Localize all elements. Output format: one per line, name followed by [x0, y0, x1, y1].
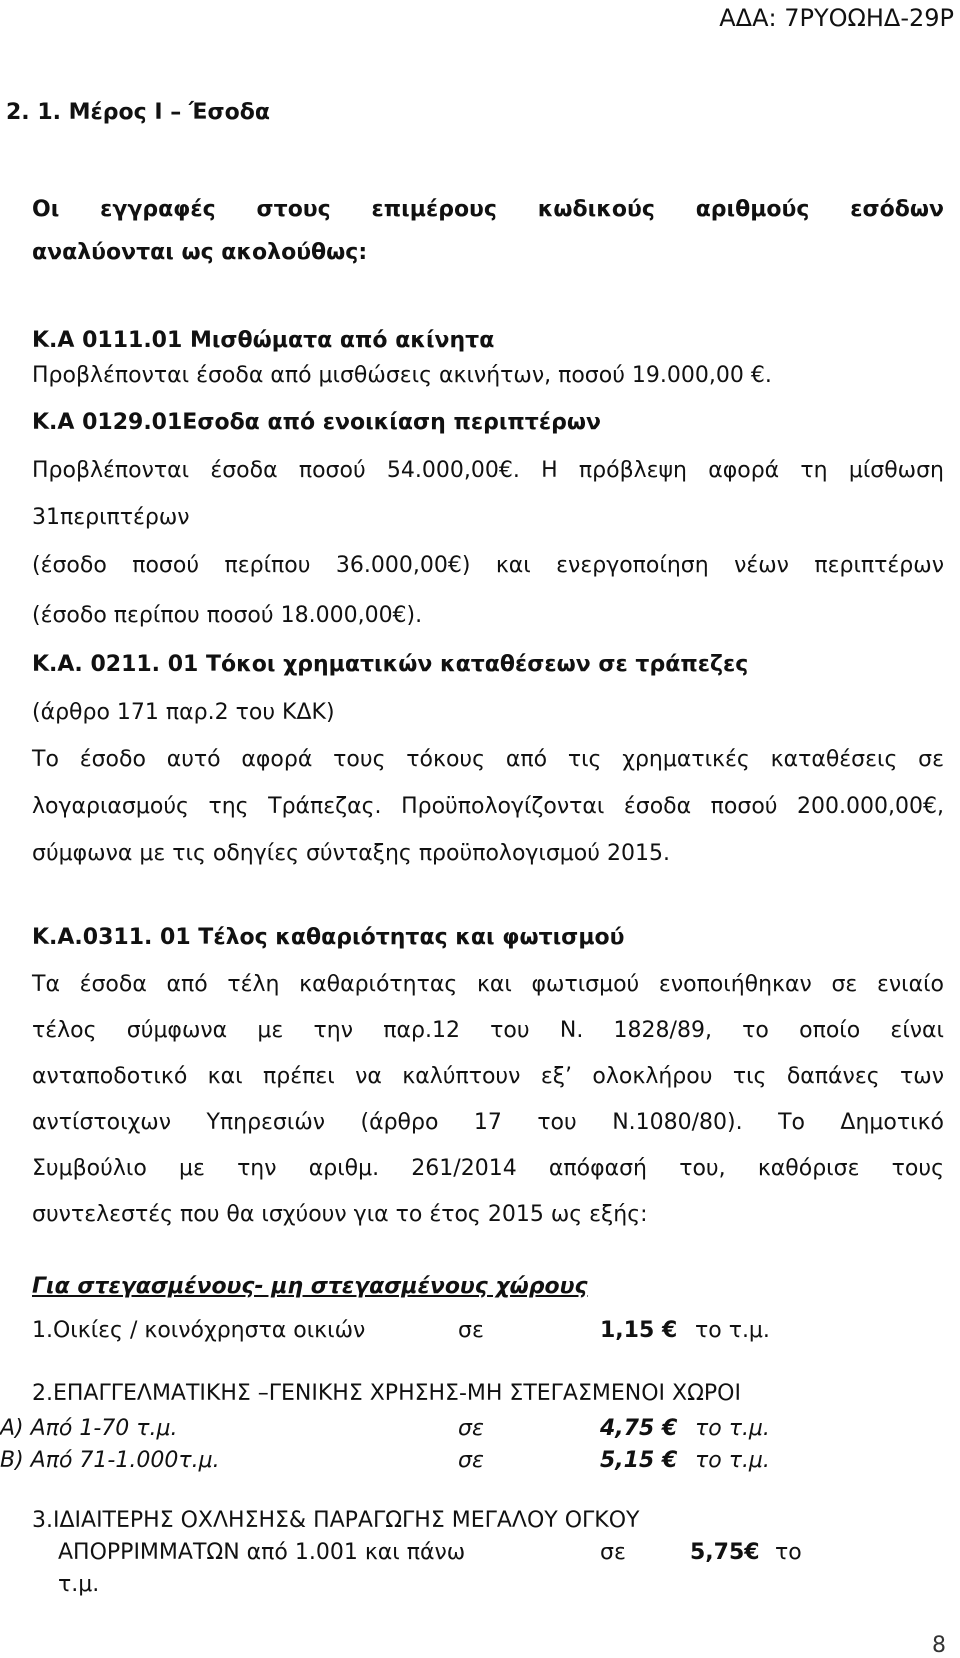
ka-0311-line-4: αντίστοιχων Υπηρεσιών (άρθρο 17 του Ν.1080/80). Το Δημοτικό: [32, 1110, 944, 1135]
ka-0211-title: Κ.Α. 0211. 01 Τόκοι χρηματικών καταθέσεων σε τράπεζες: [32, 652, 749, 677]
rate-3-se: σε: [600, 1540, 626, 1565]
rates-heading: Για στεγασμένους- μη στεγασμένους χώρους: [32, 1274, 588, 1299]
intro-line-2: αναλύονται ως ακολούθως:: [32, 240, 368, 265]
ka-0129-line-2: 31περιπτέρων: [32, 505, 190, 530]
ka-0111-text: Προβλέπονται έσοδα από μισθώσεις ακινήτων, ποσού 19.000,00 €.: [32, 363, 772, 388]
ka-0211-line-1: (άρθρο 171 παρ.2 του ΚΔΚ): [32, 700, 335, 725]
rate-2a-unit: το τ.μ.: [695, 1416, 770, 1441]
ka-0129-title: Κ.Α 0129.01Εσοδα από ενοικίαση περιπτέρων: [32, 410, 601, 435]
rate-1-unit: το τ.μ.: [695, 1318, 770, 1343]
rate-2a-se: σε: [458, 1416, 484, 1441]
ka-0129-line-1: Προβλέπονται έσοδα ποσού 54.000,00€. Η πρόβλεψη αφορά τη μίσθωση: [32, 458, 944, 483]
rate-2b-unit: το τ.μ.: [695, 1448, 770, 1473]
rate-2-heading: 2.ΕΠΑΓΓΕΛΜΑΤΙΚΗΣ –ΓΕΝΙΚΗΣ ΧΡΗΣΗΣ-ΜΗ ΣΤΕΓΑΣΜΕΝΟΙ ΧΩΡΟΙ: [32, 1381, 741, 1406]
ka-0311-line-3: ανταποδοτικό και πρέπει να καλύπτουν εξ’ ολοκλήρου τις δαπάνες των: [32, 1064, 944, 1089]
ka-0111-title: Κ.Α 0111.01 Μισθώματα από ακίνητα: [32, 328, 495, 353]
ka-0311-line-2: τέλος σύμφωνα με την παρ.12 του Ν. 1828/89, το οποίο είναι: [32, 1018, 944, 1043]
rate-3-unit: το: [775, 1540, 802, 1565]
ka-0211-line-4: σύμφωνα με τις οδηγίες σύνταξης προϋπολογισμού 2015.: [32, 841, 670, 866]
ada-code: ΑΔΑ: 7ΡΥΟΩΗΔ-29Ρ: [719, 4, 954, 32]
rate-3-value: 5,75€: [690, 1540, 760, 1565]
rate-1-se: σε: [458, 1318, 484, 1343]
rate-1-value: 1,15 €: [600, 1318, 678, 1343]
rate-1-label: 1.Οικίες / κοινόχρηστα οικιών: [32, 1318, 366, 1343]
rate-3-label: ΑΠΟΡΡΙΜΜΑΤΩΝ από 1.001 και πάνω: [58, 1540, 466, 1565]
ka-0311-title: Κ.Α.0311. 01 Τέλος καθαριότητας και φωτισμού: [32, 925, 625, 950]
rate-2b-se: σε: [458, 1448, 484, 1473]
rate-2b-label: Β) Από 71-1.000τ.μ.: [0, 1448, 220, 1473]
ka-0311-line-1: Τα έσοδα από τέλη καθαριότητας και φωτισμού ενοποιήθηκαν σε ενιαίο: [32, 972, 944, 997]
ka-0129-line-4: (έσοδο περίπου ποσού 18.000,00€).: [32, 603, 423, 628]
rate-2b-value: 5,15 €: [600, 1448, 678, 1473]
page-number: 8: [932, 1633, 946, 1658]
ka-0211-line-2: Το έσοδο αυτό αφορά τους τόκους από τις χρηματικές καταθέσεις σε: [32, 747, 944, 772]
section-title: 2. 1. Μέρος Ι – Έσοδα: [6, 100, 270, 125]
rate-3-unit-cont: τ.μ.: [58, 1572, 100, 1597]
ka-0129-line-3: (έσοδο ποσού περίπου 36.000,00€) και ενεργοποίηση νέων περιπτέρων: [32, 553, 944, 578]
ka-0311-line-5: Συμβούλιο με την αριθμ. 261/2014 απόφασή του, καθόρισε τους: [32, 1156, 944, 1181]
ka-0311-line-6: συντελεστές που θα ισχύουν για το έτος 2015 ως εξής:: [32, 1202, 648, 1227]
rate-2a-value: 4,75 €: [600, 1416, 678, 1441]
ka-0211-line-3: λογαριασμούς της Τράπεζας. Προϋπολογίζονται έσοδα ποσού 200.000,00€,: [32, 794, 944, 819]
intro-line-1: Οι εγγραφές στους επιμέρους κωδικούς αριθμούς εσόδων: [32, 197, 944, 222]
rate-3-heading: 3.ΙΔΙΑΙΤΕΡΗΣ ΟΧΛΗΣΗΣ& ΠΑΡΑΓΩΓΗΣ ΜΕΓΑΛΟΥ ΟΓΚΟΥ: [32, 1508, 640, 1533]
rate-2a-label: Α) Από 1-70 τ.μ.: [0, 1416, 178, 1441]
